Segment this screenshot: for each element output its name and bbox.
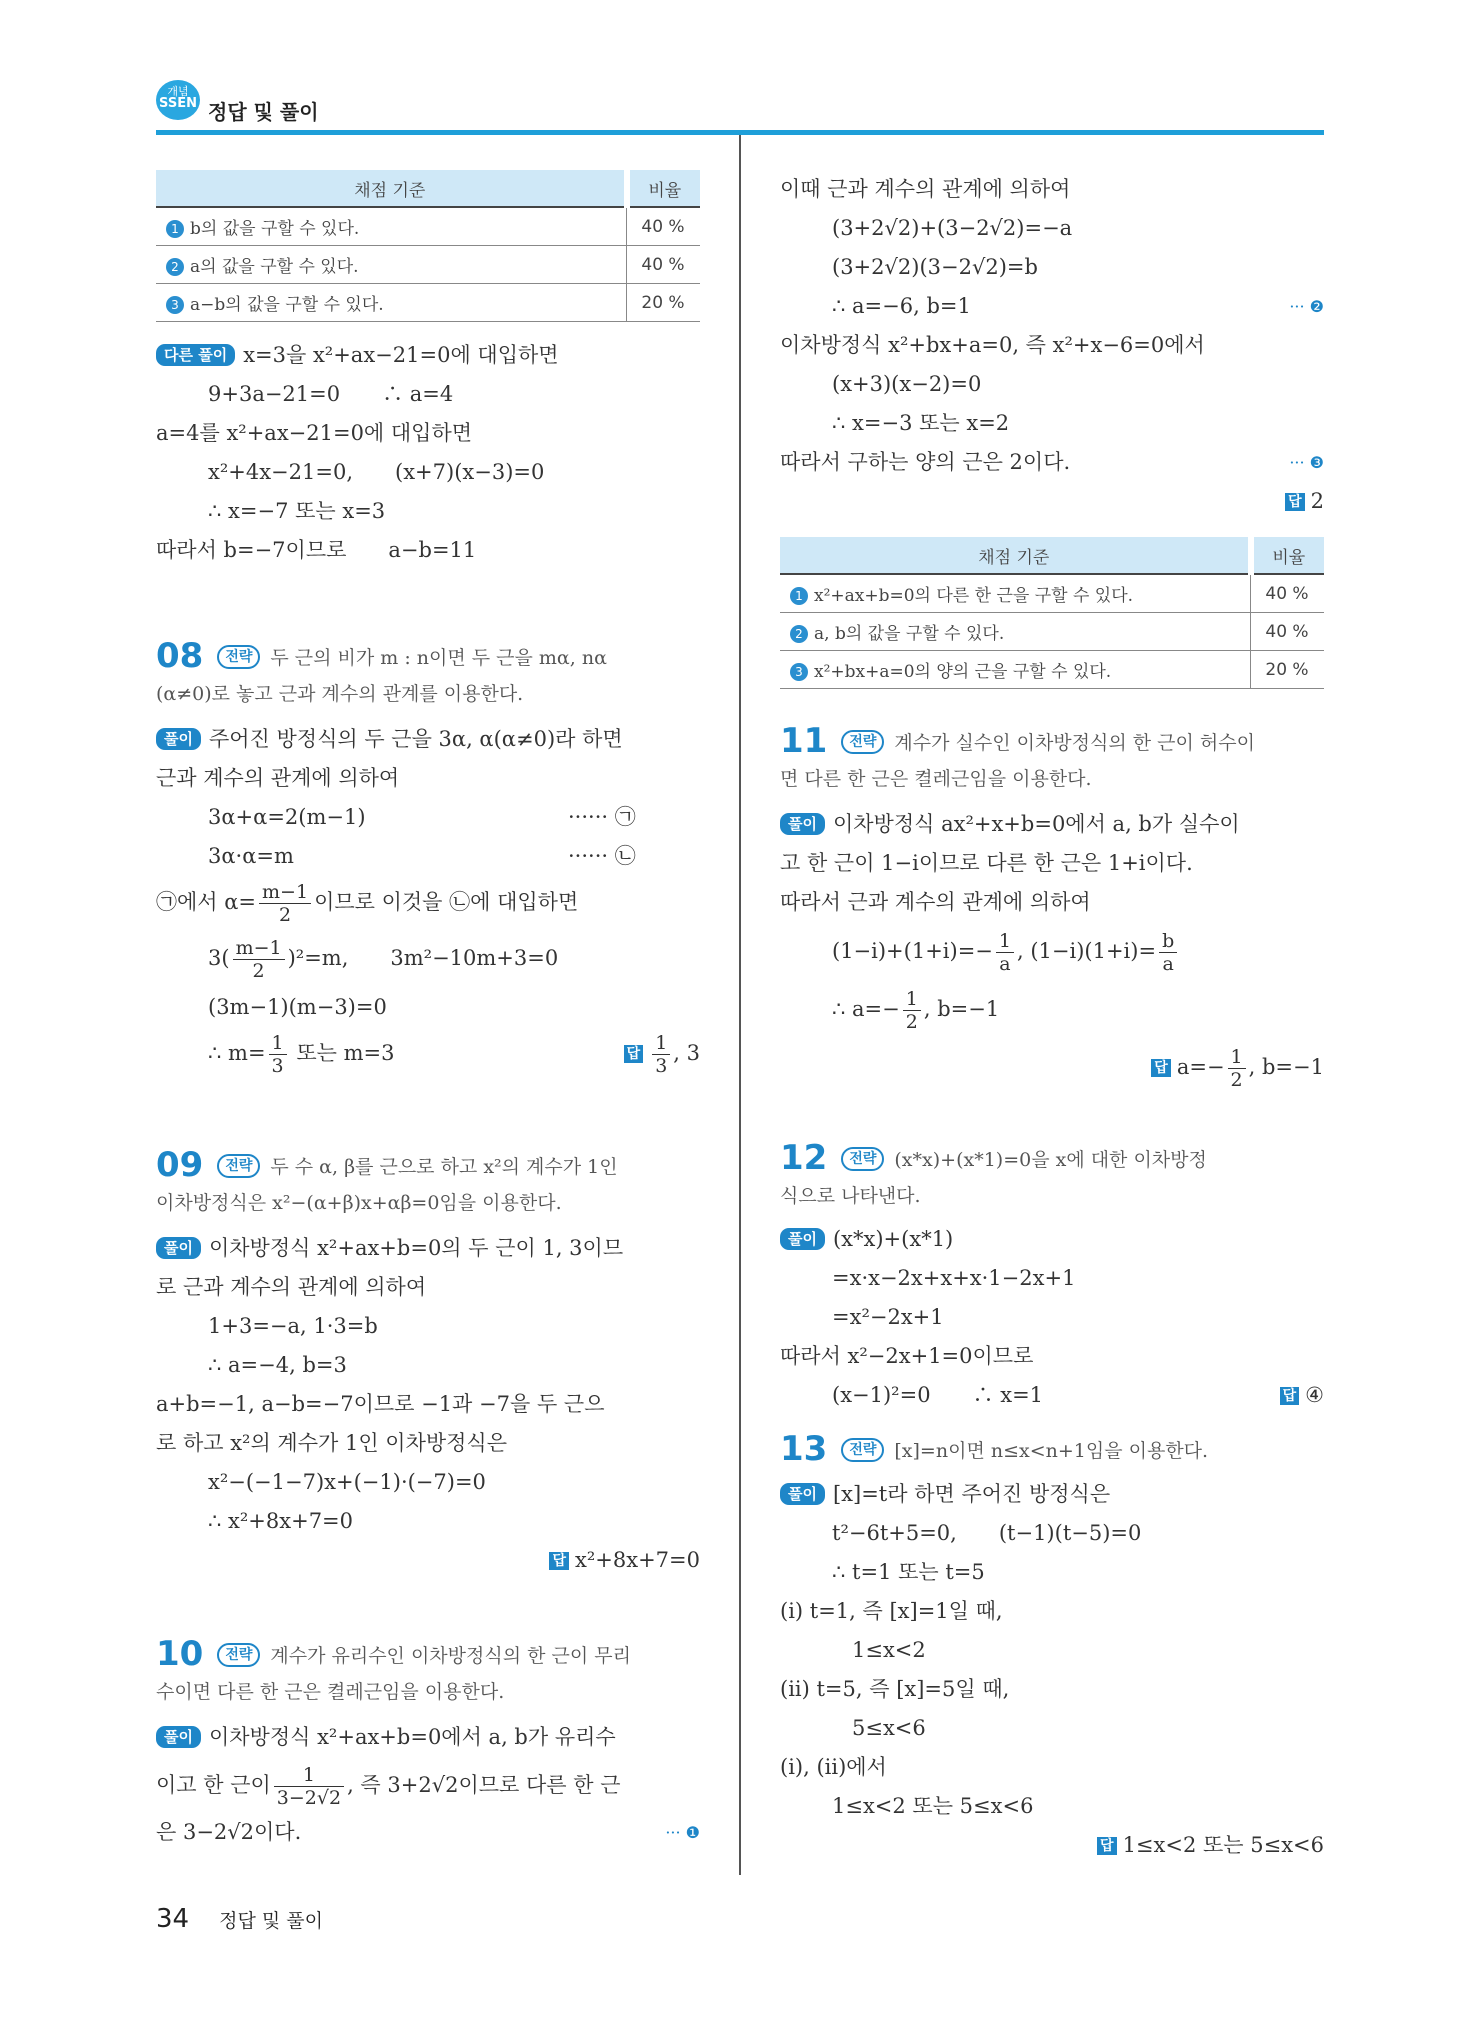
logo-text-top: 개념 <box>167 85 189 98</box>
equation: 3α·α=m <box>208 844 294 868</box>
solution-line: 근과 계수의 관계에 의하여 <box>156 766 400 790</box>
equation: =x·x−2x+x+x·1−2x+1 <box>832 1266 1076 1290</box>
answer-badge: 답 <box>1151 1059 1171 1077</box>
equation: , (1−i)(1+i)= <box>1017 939 1157 963</box>
equation: 1≤x<2 <box>852 1638 926 1662</box>
equation: 3α+α=2(m−1) <box>208 805 366 829</box>
solution-line: , 즉 3+2√2이므로 다른 한 근 <box>347 1773 621 1797</box>
problem-number: 11 <box>780 721 828 761</box>
fraction: $\frac{b}{a}$ <box>1159 930 1177 975</box>
strategy-text: (x*x)+(x*1)=0을 x에 대한 이차방정 <box>894 1149 1207 1171</box>
scoring-table-1 <box>156 170 700 322</box>
alt-line: x²+4x−21=0, (x+7)(x−3)=0 <box>208 460 545 484</box>
solution-line: (x*x)+(x*1) <box>832 1227 954 1251</box>
rate-cell: 40 % <box>1251 574 1325 613</box>
equation: ∴ m= <box>208 1041 266 1065</box>
brand-logo <box>156 80 200 120</box>
fraction: $\frac{1}{2}$ <box>903 988 921 1033</box>
equation: ∴ t=1 또는 t=5 <box>832 1560 985 1584</box>
solution-badge: 풀이 <box>780 1228 825 1250</box>
criteria-text: x²+bx+a=0의 양의 근을 구할 수 있다. <box>814 662 1112 682</box>
strategy-badge: 전략 <box>841 1147 884 1171</box>
answer-badge: 답 <box>1280 1387 1300 1405</box>
equation: ∴ a=− <box>832 997 900 1021</box>
problem-08 <box>156 638 700 1079</box>
fraction: $\frac{1}{a}$ <box>996 930 1014 975</box>
solution-line: 이고 한 근이 <box>156 1773 271 1797</box>
problem-07-continued <box>780 170 1324 521</box>
problem-10 <box>156 1636 700 1852</box>
table-header-rate: 비율 <box>1251 537 1325 574</box>
equation: t²−6t+5=0, (t−1)(t−5)=0 <box>832 1521 1142 1545</box>
answer-badge: 답 <box>1285 493 1305 511</box>
solution-line: 로 하고 x²의 계수가 1인 이차방정식은 <box>156 1431 508 1455</box>
table-row <box>156 207 700 246</box>
page-number: 34 <box>156 1904 190 1934</box>
equation: , b=−1 <box>923 997 1000 1021</box>
table-header-criteria: 채점 기준 <box>780 537 1251 574</box>
equation: x²−(−1−7)x+(−1)·(−7)=0 <box>208 1470 486 1494</box>
step-number-icon: 2 <box>166 258 184 276</box>
table-row <box>156 284 700 322</box>
step-number-icon: 1 <box>790 587 808 605</box>
solution-line: a+b=−1, a−b=−7이므로 −1과 −7을 두 근으 <box>156 1392 605 1416</box>
rate-cell: 20 % <box>1251 651 1325 689</box>
strategy-text: [x]=n이면 n≤x<n+1임을 이용한다. <box>894 1440 1209 1462</box>
table-header-criteria: 채점 기준 <box>156 170 627 207</box>
alt-line: 따라서 b=−7이므로 a−b=11 <box>156 538 477 562</box>
table-row <box>780 613 1324 651</box>
alt-solution-badge: 다른 풀이 <box>156 344 235 366</box>
answer-badge: 답 <box>1097 1837 1117 1855</box>
alt-line: ∴ x=−7 또는 x=3 <box>208 499 386 523</box>
equation: (x+3)(x−2)=0 <box>832 372 982 396</box>
problem-number: 13 <box>780 1429 828 1469</box>
fraction: $\frac{1}{3-2√2}$ <box>274 1764 344 1809</box>
table-row <box>780 574 1324 613</box>
logo-text-bottom: SSEN <box>159 96 197 111</box>
strategy-text: 이차방정식은 x²−(α+β)x+αβ=0임을 이용한다. <box>156 1192 562 1214</box>
solution-line: 이므로 이것을 ㉡에 대입하면 <box>314 890 579 914</box>
case-line: (ii) t=5, 즉 [x]=5일 때, <box>780 1677 1010 1701</box>
equation: ∴ x=−3 또는 x=2 <box>832 411 1010 435</box>
solution-line: 이때 근과 계수의 관계에 의하여 <box>780 177 1071 201</box>
case-line: (i) t=1, 즉 [x]=1일 때, <box>780 1599 1003 1623</box>
strategy-text: 면 다른 한 근은 켤레근임을 이용한다. <box>780 768 1092 790</box>
step-marker: ··· ❸ <box>1289 453 1324 472</box>
criteria-text: a−b의 값을 구할 수 있다. <box>190 295 384 315</box>
equation: 또는 m=3 <box>289 1041 395 1065</box>
step-number-icon: 3 <box>790 663 808 681</box>
alt-line: 9+3a−21=0 ∴ a=4 <box>208 382 454 406</box>
solution-line: 이차방정식 x²+ax+b=0의 두 근이 1, 3이므 <box>208 1236 624 1260</box>
strategy-badge: 전략 <box>217 1643 260 1667</box>
equation: (x−1)²=0 ∴ x=1 <box>832 1383 1044 1407</box>
strategy-text: 식으로 나타낸다. <box>780 1185 921 1207</box>
solution-line: 따라서 근과 계수의 관계에 의하여 <box>780 890 1091 914</box>
page-footer <box>156 1904 323 1934</box>
equation: 1≤x<2 또는 5≤x<6 <box>832 1794 1034 1818</box>
solution-line: ㉠에서 α= <box>156 890 257 914</box>
alt-solution <box>156 336 700 570</box>
answer: 답 2 <box>780 482 1324 521</box>
fraction: $\frac{1}{3}$ <box>269 1032 287 1077</box>
scoring-table-2 <box>780 537 1324 689</box>
equation: =x²−2x+1 <box>832 1305 944 1329</box>
fraction: $\frac{m-1}{2}$ <box>233 937 285 982</box>
alt-line: a=4를 x²+ax−21=0에 대입하면 <box>156 421 473 445</box>
solution-line: [x]=t라 하면 주어진 방정식은 <box>832 1482 1111 1506</box>
rate-cell: 40 % <box>627 246 701 284</box>
strategy-text: 두 수 α, β를 근으로 하고 x²의 계수가 1인 <box>270 1156 618 1178</box>
problem-number: 10 <box>156 1634 204 1674</box>
rate-cell: 20 % <box>627 284 701 322</box>
criteria-text: a의 값을 구할 수 있다. <box>190 257 359 277</box>
equation: (3+2√2)(3−2√2)=b <box>832 255 1038 279</box>
equation: (3+2√2)+(3−2√2)=−a <box>832 216 1073 240</box>
solution-line: 로 근과 계수의 관계에 의하여 <box>156 1275 427 1299</box>
equation-tag: ······ ㉠ <box>568 805 636 829</box>
criteria-text: x²+ax+b=0의 다른 한 근을 구할 수 있다. <box>814 586 1134 606</box>
strategy-badge: 전략 <box>841 1438 884 1462</box>
solution-line: 따라서 구하는 양의 근은 2이다. <box>780 450 1071 474</box>
solution-badge: 풀이 <box>156 1726 201 1748</box>
table-row <box>780 651 1324 689</box>
problem-13 <box>780 1431 1324 1865</box>
equation: ∴ x²+8x+7=0 <box>208 1509 354 1533</box>
answer: 답 $\frac{1}{3}$ , 3 <box>624 1027 700 1079</box>
step-number-icon: 3 <box>166 296 184 314</box>
strategy-badge: 전략 <box>217 645 260 669</box>
problem-number: 12 <box>780 1138 828 1178</box>
right-column <box>780 170 1324 1865</box>
strategy-badge: 전략 <box>841 730 884 754</box>
rate-cell: 40 % <box>627 207 701 246</box>
solution-line: 이차방정식 x²+bx+a=0, 즉 x²+x−6=0에서 <box>780 333 1205 357</box>
case-line: (i), (ii)에서 <box>780 1755 887 1779</box>
answer: 답 a=− $\frac{1}{2}$ , b=−1 <box>780 1038 1324 1096</box>
rate-cell: 40 % <box>1251 613 1325 651</box>
strategy-text: 계수가 유리수인 이차방정식의 한 근이 무리 <box>270 1645 631 1667</box>
equation: (1−i)+(1+i)=− <box>832 939 993 963</box>
solution-line: 고 한 근이 1−i이므로 다른 한 근은 1+i이다. <box>780 851 1193 875</box>
strategy-text: 수이면 다른 한 근은 켤레근임을 이용한다. <box>156 1681 505 1703</box>
solution-badge: 풀이 <box>156 728 201 750</box>
equation: 3( <box>208 946 230 970</box>
step-number-icon: 2 <box>790 625 808 643</box>
page-header <box>156 76 1324 136</box>
solution-line: 은 3−2√2이다. <box>156 1820 302 1844</box>
problem-number: 08 <box>156 636 204 676</box>
strategy-text: 계수가 실수인 이차방정식의 한 근이 허수이 <box>894 732 1255 754</box>
strategy-badge: 전략 <box>217 1154 260 1178</box>
equation: ∴ a=−4, b=3 <box>208 1353 347 1377</box>
answer: 답 x²+8x+7=0 <box>156 1541 700 1580</box>
fraction: $\frac{m-1}{2}$ <box>259 881 311 926</box>
column-divider <box>739 135 741 1875</box>
step-marker: ··· ❶ <box>665 1823 700 1842</box>
solution-line: 이차방정식 x²+ax+b=0에서 a, b가 유리수 <box>208 1725 616 1749</box>
problem-12 <box>780 1140 1324 1415</box>
equation: 1+3=−a, 1·3=b <box>208 1314 378 1338</box>
step-marker: ··· ❷ <box>1289 297 1324 316</box>
alt-line: x=3을 x²+ax−21=0에 대입하면 <box>243 343 559 367</box>
equation: (3m−1)(m−3)=0 <box>208 995 387 1019</box>
equation: )²=m, 3m²−10m+3=0 <box>287 946 559 970</box>
problem-09 <box>156 1147 700 1580</box>
criteria-text: b의 값을 구할 수 있다. <box>190 219 360 239</box>
step-number-icon: 1 <box>166 220 184 238</box>
strategy-text: 두 근의 비가 m : n이면 두 근을 mα, nα <box>270 647 607 669</box>
equation-tag: ······ ㉡ <box>568 844 636 868</box>
solution-line: 이차방정식 ax²+x+b=0에서 a, b가 실수이 <box>832 812 1240 836</box>
strategy-text: (α≠0)로 놓고 근과 계수의 관계를 이용한다. <box>156 683 524 705</box>
equation: 5≤x<6 <box>852 1716 926 1740</box>
table-row <box>156 246 700 284</box>
answer: 답 1≤x<2 또는 5≤x<6 <box>780 1826 1324 1865</box>
criteria-text: a, b의 값을 구할 수 있다. <box>814 624 1005 644</box>
footer-text: 정답 및 풀이 <box>219 1910 323 1932</box>
left-column <box>156 170 700 1852</box>
table-header-rate: 비율 <box>627 170 701 207</box>
equation: ∴ a=−6, b=1 <box>832 294 971 318</box>
answer: 답 ④ <box>1280 1376 1324 1415</box>
solution-badge: 풀이 <box>156 1237 201 1259</box>
answer-badge: 답 <box>624 1045 644 1063</box>
solution-line: 따라서 x²−2x+1=0이므로 <box>780 1344 1034 1368</box>
problem-number: 09 <box>156 1145 204 1185</box>
answer-badge: 답 <box>549 1552 569 1570</box>
problem-11 <box>780 723 1324 1096</box>
solution-badge: 풀이 <box>780 1483 825 1505</box>
header-title: 정답 및 풀이 <box>208 100 319 124</box>
solution-badge: 풀이 <box>780 813 825 835</box>
solution-line: 주어진 방정식의 두 근을 3α, α(α≠0)라 하면 <box>208 727 623 751</box>
